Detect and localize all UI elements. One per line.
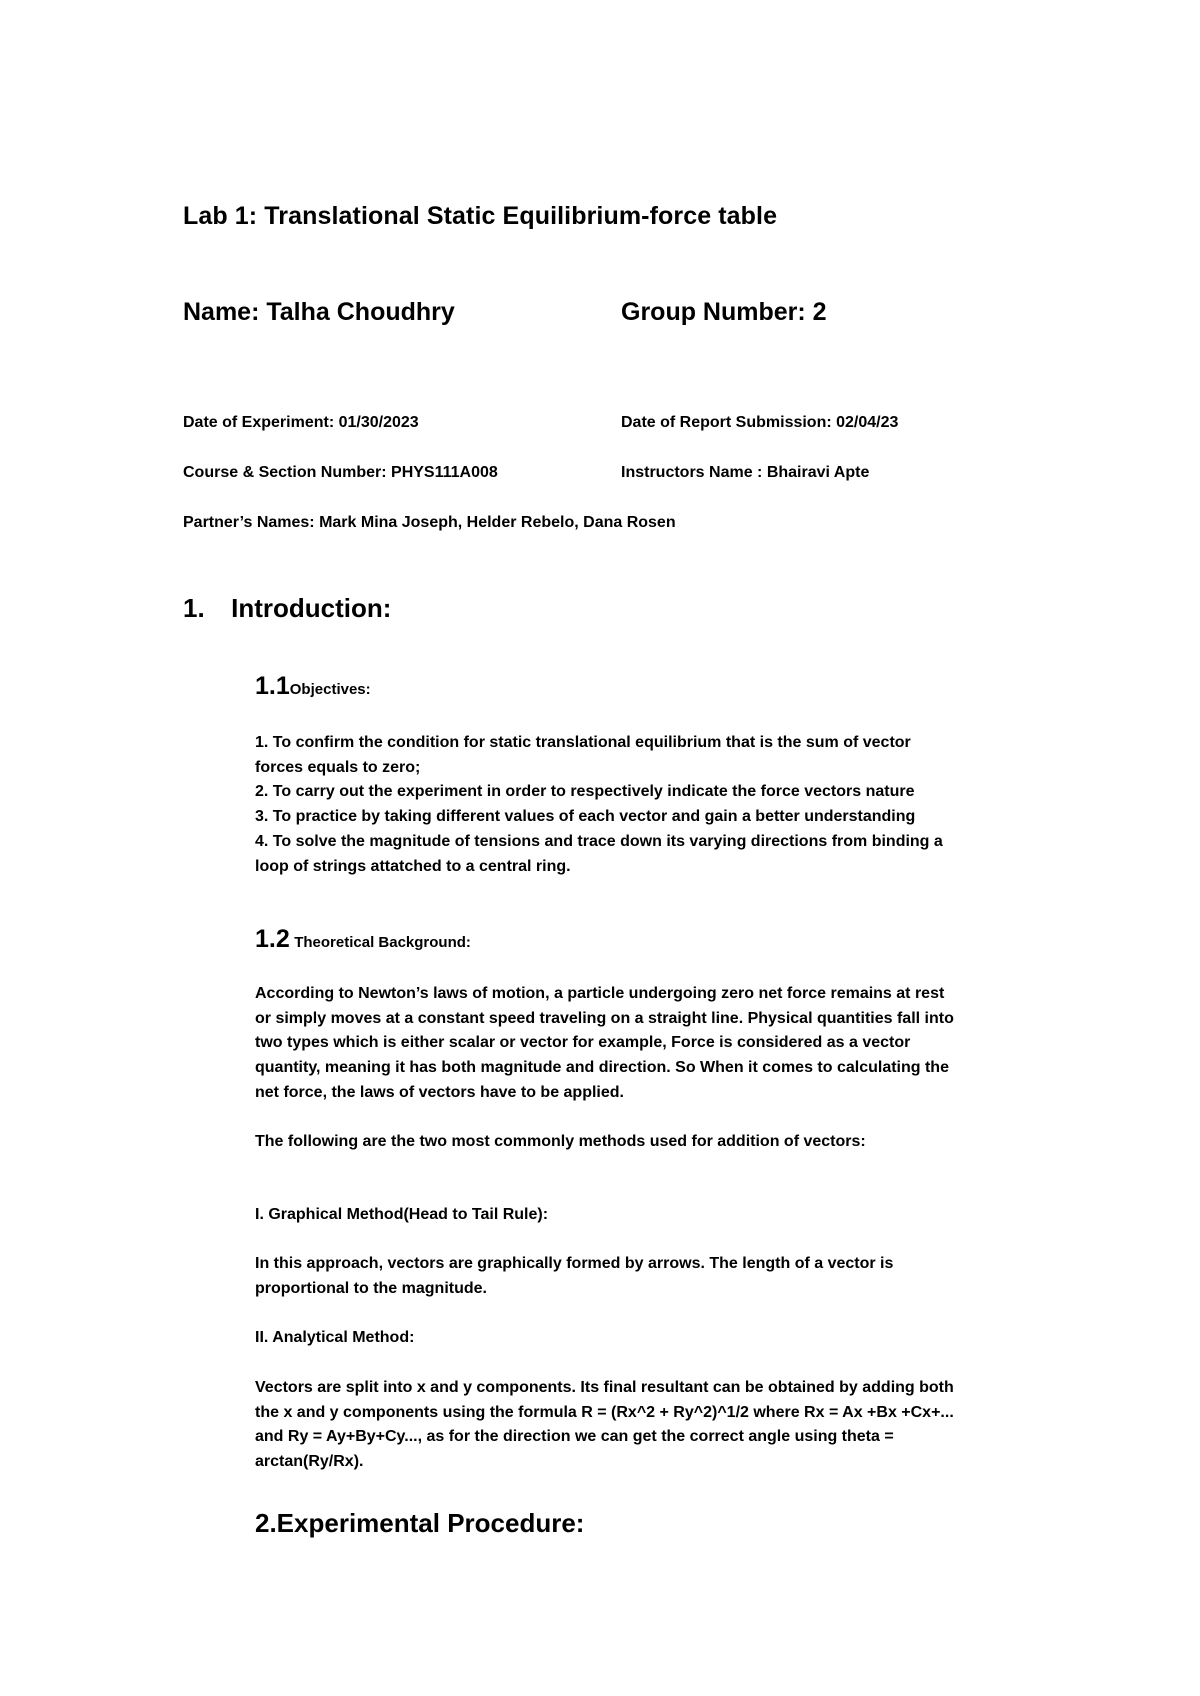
- paragraph-line: arctan(Ry/Rx).: [255, 1453, 364, 1471]
- section-procedure-heading: 2.Experimental Procedure:: [255, 1508, 585, 1538]
- section-title: Introduction:: [231, 593, 392, 623]
- objectives-label: Objectives:: [289, 681, 371, 698]
- background-number: 1.2: [255, 925, 290, 953]
- method2-description: [255, 1376, 1015, 1475]
- document-title: Lab 1: Translational Static Equilibrium-force table: [183, 202, 778, 230]
- group-number: Group Number: 2: [621, 298, 827, 326]
- method1-title-text: I. Graphical Method(Head to Tail Rule):: [255, 1206, 549, 1223]
- student-name: Name: Talha Choudhry: [183, 298, 455, 326]
- background-heading: [255, 925, 471, 954]
- section-introduction-heading: [183, 593, 391, 624]
- instructor-name: Instructors Name : Bhairavi Apte: [621, 464, 870, 481]
- method1-description: [255, 1252, 1015, 1301]
- paragraph-line: or simply moves at a constant speed traveling on a straight line. Physical quantities fall into: [255, 1009, 954, 1027]
- paragraph-line: According to Newton’s laws of motion, a particle undergoing zero net force remains at rest: [255, 985, 945, 1002]
- objective-line: 4. To solve the magnitude of tensions and trace down its varying directions from binding a: [255, 832, 943, 850]
- paragraph-line: proportional to the magnitude.: [255, 1279, 487, 1297]
- method1-title: [255, 1203, 1015, 1228]
- objective-line: 2. To carry out the experiment in order to respectively indicate the force vectors nature: [255, 783, 915, 801]
- partners-names: Partner’s Names: Mark Mina Joseph, Helder Rebelo, Dana Rosen: [183, 514, 676, 531]
- method2-title-text: II. Analytical Method:: [255, 1329, 415, 1346]
- objectives-list: [255, 731, 1015, 879]
- objective-line: 1. To confirm the condition for static translational equilibrium that is the sum of vector: [255, 734, 911, 751]
- method2-title: [255, 1326, 1015, 1351]
- date-of-submission: Date of Report Submission: 02/04/23: [621, 414, 899, 431]
- objectives-number: 1.1: [255, 672, 290, 700]
- paragraph-line: the x and y components using the formula R = (Rx^2 + Ry^2)^1/2 where Rx = Ax +Bx +Cx+...: [255, 1403, 954, 1421]
- paragraph-line: Vectors are split into x and y components. Its final resultant can be obtained by adding both: [255, 1379, 954, 1396]
- course-section: Course & Section Number: PHYS111A008: [183, 464, 498, 481]
- background-paragraph: [255, 982, 1015, 1106]
- date-of-experiment: Date of Experiment: 01/30/2023: [183, 414, 419, 431]
- methods-intro-line: The following are the two most commonly methods used for addition of vectors:: [255, 1133, 866, 1150]
- objective-line: forces equals to zero;: [255, 758, 421, 776]
- paragraph-line: In this approach, vectors are graphically formed by arrows. The length of a vector is: [255, 1255, 894, 1272]
- paragraph-line: and Ry = Ay+By+Cy..., as for the direction we can get the correct angle using theta =: [255, 1428, 894, 1446]
- objective-line: loop of strings attatched to a central ring.: [255, 857, 571, 875]
- paragraph-line: net force, the laws of vectors have to be applied.: [255, 1083, 624, 1101]
- paragraph-line: quantity, meaning it has both magnitude and direction. So When it comes to calculating the: [255, 1059, 949, 1077]
- objective-line: 3. To practice by taking different values of each vector and gain a better understanding: [255, 808, 916, 826]
- section-number: 1.: [183, 593, 205, 623]
- objectives-heading: [255, 672, 371, 701]
- paragraph-line: two types which is either scalar or vector for example, Force is considered as a vector: [255, 1034, 911, 1052]
- methods-intro: [255, 1130, 1015, 1155]
- background-label: Theoretical Background:: [294, 934, 471, 951]
